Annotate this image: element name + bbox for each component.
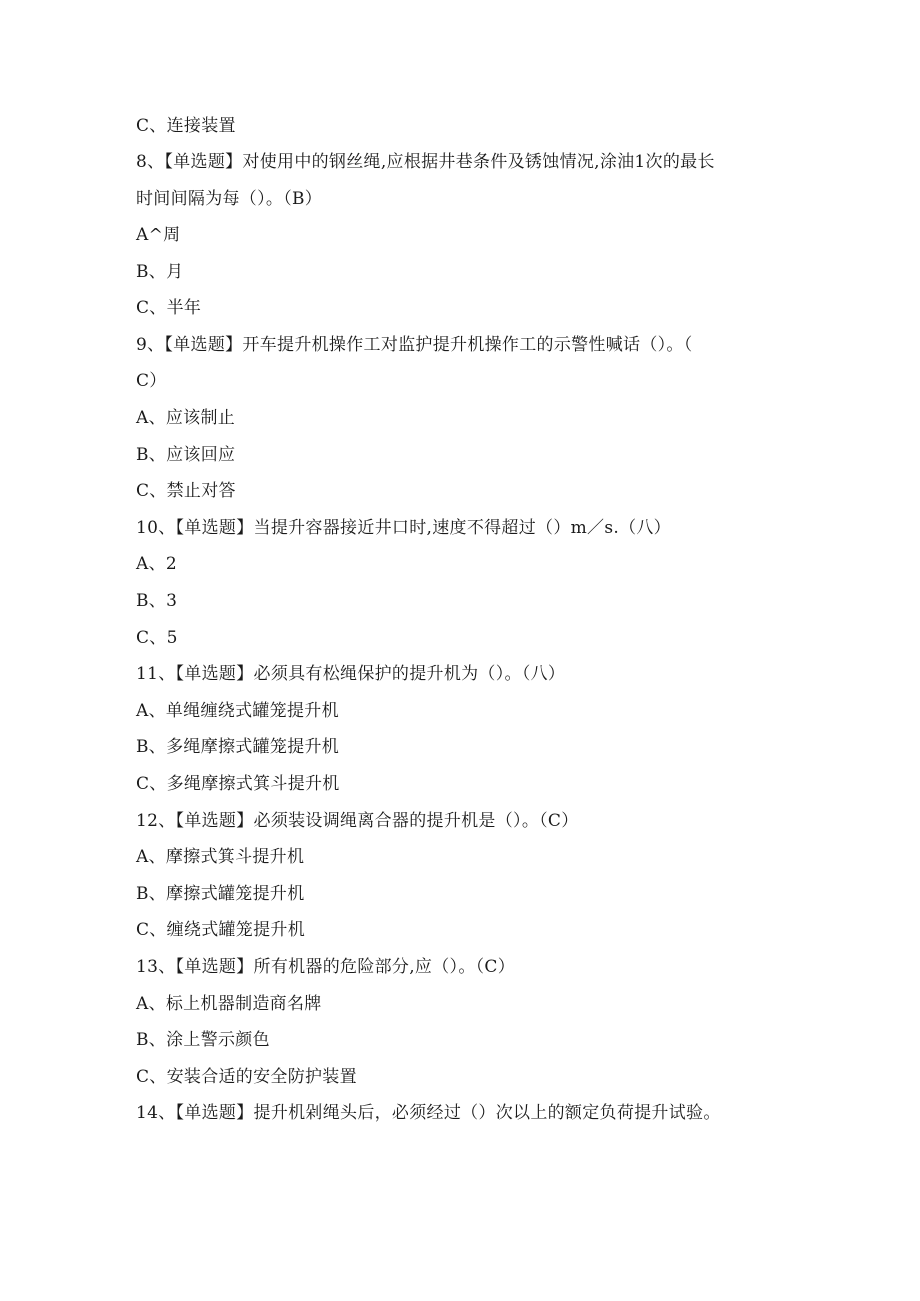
option-line: A^周	[136, 225, 181, 245]
option-line: B、摩擦式罐笼提升机	[136, 884, 305, 904]
option-line: A、2	[136, 554, 177, 574]
option-line: B、应该回应	[136, 445, 236, 465]
option-line: C、半年	[136, 298, 202, 318]
question-line: 12、【单选题】必须装设调绳离合器的提升机是（）。（C）	[136, 811, 579, 831]
question-line: 10、【单选题】当提升容器接近井口时,速度不得超过（）m／s.（八）	[136, 518, 671, 538]
option-line: B、涂上警示颜色	[136, 1030, 270, 1050]
question-line: 11、【单选题】必须具有松绳保护的提升机为（）。（八）	[136, 664, 566, 684]
option-line: B、3	[136, 591, 178, 611]
option-line: B、月	[136, 262, 184, 282]
option-line: C、5	[136, 628, 178, 648]
question-line: C）	[136, 371, 167, 391]
option-line: C、禁止对答	[136, 481, 236, 501]
option-line: A、标上机器制造商名牌	[136, 994, 322, 1014]
option-line: A、应该制止	[136, 408, 236, 428]
option-line: B、多绳摩擦式罐笼提升机	[136, 737, 340, 757]
option-line: A、摩擦式箕斗提升机	[136, 847, 305, 867]
question-line: 时间间隔为每（）。（B）	[136, 189, 323, 209]
question-line: 13、【单选题】所有机器的危险部分,应（）。（C）	[136, 957, 516, 977]
question-line: 8、【单选题】对使用中的钢丝绳,应根据井巷条件及锈蚀情况,涂油1次的最长	[136, 152, 715, 172]
option-line: C、多绳摩擦式箕斗提升机	[136, 774, 340, 794]
option-line: C、缠绕式罐笼提升机	[136, 920, 306, 940]
option-line: C、连接装置	[136, 116, 236, 136]
question-line: 9、【单选题】开车提升机操作工对监护提升机操作工的示警性喊话（）。（	[136, 335, 693, 355]
question-line: 14、【单选题】提升机剁绳头后，必须经过（）次以上的额定负荷提升试验。	[136, 1103, 721, 1123]
option-line: A、单绳缠绕式罐笼提升机	[136, 701, 339, 721]
option-line: C、安装合适的安全防护装置	[136, 1067, 357, 1087]
